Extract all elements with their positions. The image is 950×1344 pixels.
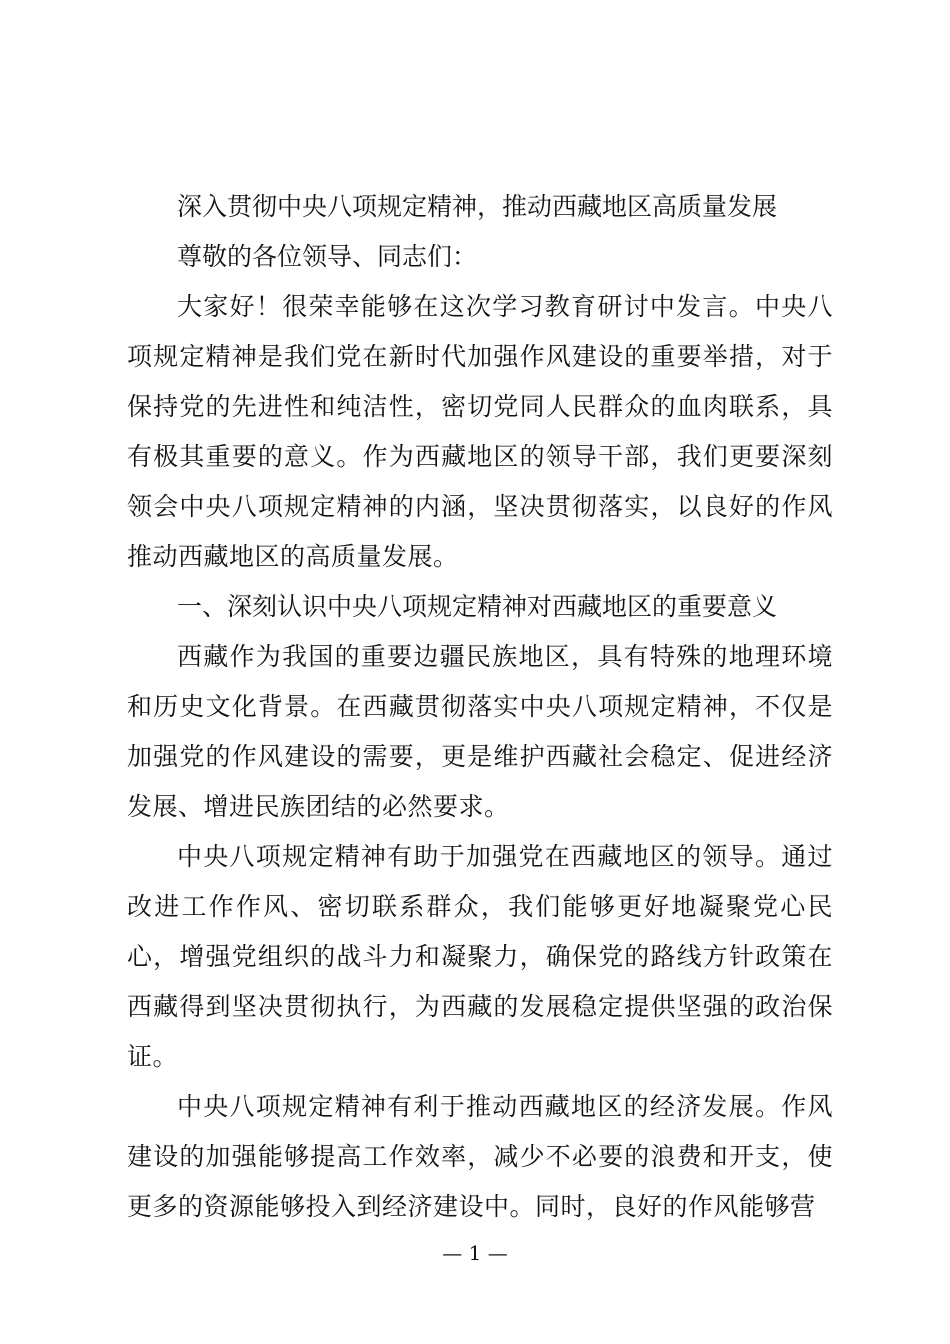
section-paragraph-2: 中央八项规定精神有助于加强党在西藏地区的领导。通过改进工作作风、密切联系群众，我们能够更好地凝聚党心民心，增强党组织的战斗力和凝聚力，确保党的路线方针政策在西藏得到坚决贯彻执行，为西藏的发展稳定提供坚强的政治保证。 xyxy=(127,842,833,1071)
salutation: 尊敬的各位领导、同志们： xyxy=(177,242,478,271)
document-title: 深入贯彻中央八项规定精神，推动西藏地区高质量发展 xyxy=(177,192,778,221)
intro-paragraph: 大家好！很荣幸能够在这次学习教育研讨中发言。中央八项规定精神是我们党在新时代加强作风建设的重要举措，对于保持党的先进性和纯洁性，密切党同人民群众的血肉联系，具有极其重要的意义。作为西藏地区的领导干部，我们更要深刻领会中央八项规定精神的内涵，坚决贯彻落实，以良好的作风推动西藏地区的高质量发展。 xyxy=(127,292,833,571)
section-paragraph-3: 中央八项规定精神有利于推动西藏地区的经济发展。作风建设的加强能够提高工作效率，减少不必要的浪费和开支，使更多的资源能够投入到经济建设中。同时，良好的作风能够营 xyxy=(127,1092,833,1221)
document-body xyxy=(127,182,833,1232)
section-paragraph-1: 西藏作为我国的重要边疆民族地区，具有特殊的地理环境和历史文化背景。在西藏贯彻落实中央八项规定精神，不仅是加强党的作风建设的需要，更是维护西藏社会稳定、促进经济发展、增进民族团结的必然要求。 xyxy=(127,642,833,821)
page-number: — 1 — xyxy=(442,1241,508,1265)
section-heading: 一、深刻认识中央八项规定精神对西藏地区的重要意义 xyxy=(177,592,778,621)
